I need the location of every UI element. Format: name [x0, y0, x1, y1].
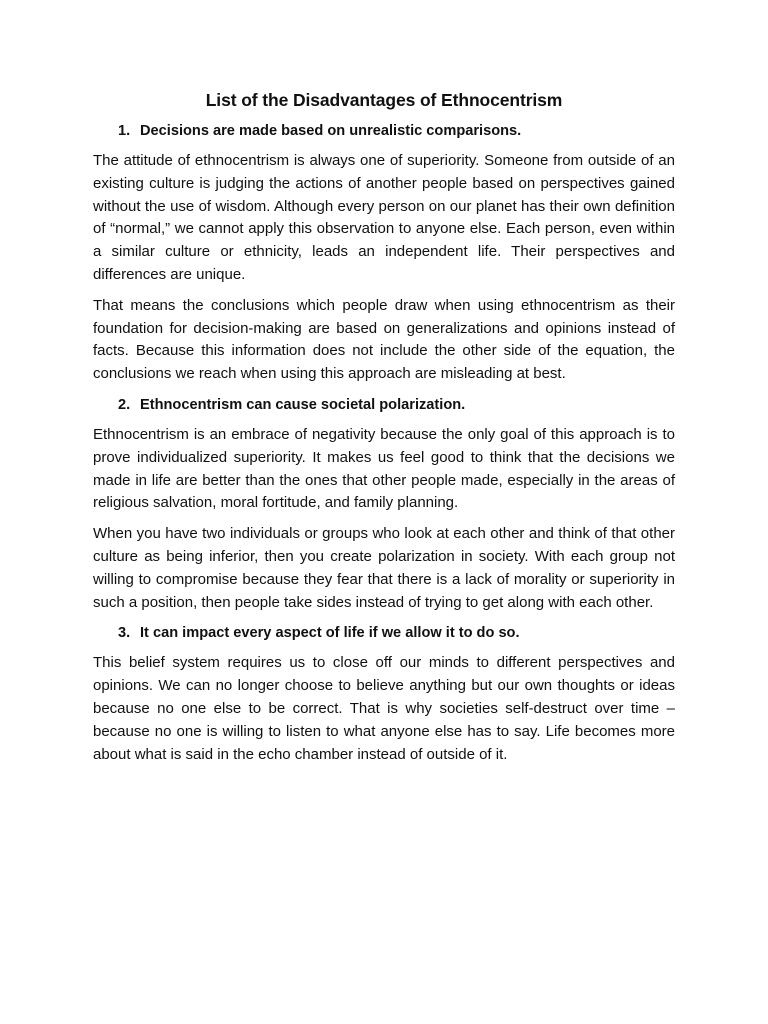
- section-number: 2.: [118, 396, 131, 413]
- section-heading-text: Decisions are made based on unrealistic comparisons.: [140, 123, 522, 139]
- section-number: 3.: [118, 625, 131, 642]
- section-heading-3: [93, 622, 675, 644]
- paragraph: The attitude of ethnocentrism is always one of superiority. Someone from outside of an existing culture is judging the actions of another people based on perspectives gained without the use of wisdom. Although every person on our planet has their own definition of “normal,” we cannot apply this observation to anyone else. Each person, even within a similar culture or ethnicity, leads an independent life. Their perspectives and differences are unique.: [93, 152, 675, 283]
- paragraph: That means the conclusions which people draw when using ethnocentrism as their foundation for decision-making are based on generalizations and opinions instead of facts. Because this information does not include the other side of the equation, the conclusions we reach when using this approach are misleading at best.: [93, 296, 675, 383]
- paragraph: This belief system requires us to close off our minds to different perspectives and opinions. We can no longer choose to believe anything but our own thoughts or ideas because no one else to be correct. That is why societies self-destruct over time – because no one is willing to listen to what anyone else has to say. Life becomes more about what is said in the echo chamber instead of outside of it.: [93, 654, 675, 763]
- document-content: [93, 88, 675, 774]
- paragraph: When you have two individuals or groups who look at each other and think of that other culture as being inferior, then you create polarization in society. With each group not willing to compromise because they fear that there is a lack of morality or superiority in such a position, then people take sides instead of trying to get along with each other.: [93, 525, 675, 611]
- section-number: 1.: [118, 123, 131, 139]
- section-heading-2: [93, 394, 675, 416]
- section-heading-text: Ethnocentrism can cause societal polarization.: [140, 396, 466, 413]
- paragraph: Ethnocentrism is an embrace of negativity because the only goal of this approach is to prove individualized superiority. It makes us feel good to think that the decisions we made in life are better than the ones that other people made, especially in the areas of religious salvation, moral fortitude, and family planning.: [93, 425, 675, 512]
- section-heading-1: [93, 120, 675, 142]
- document-title: List of the Disadvantages of Ethnocentrism: [205, 90, 563, 110]
- section-heading-text: It can impact every aspect of life if we allow it to do so.: [140, 625, 520, 642]
